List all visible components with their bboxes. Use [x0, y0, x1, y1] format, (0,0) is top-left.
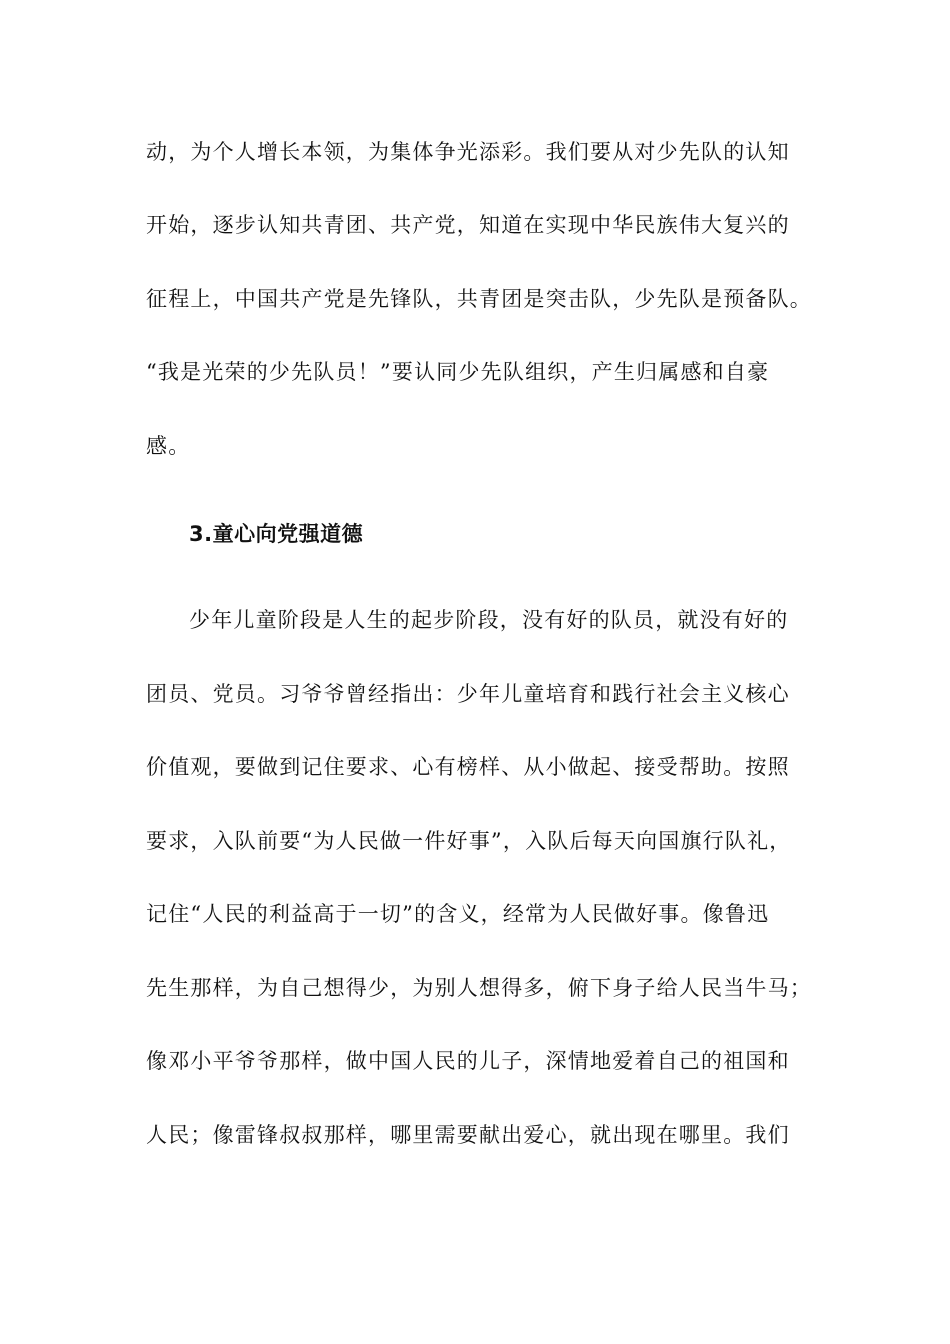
paragraph-line: 感。	[146, 434, 191, 458]
paragraph-line: “我是光荣的少先队员！”要认同少先队组织，产生归属感和自豪	[146, 360, 770, 384]
section-heading: 3.童心向党强道德	[189, 522, 364, 546]
paragraph-line: 人民；像雷锋叔叔那样，哪里需要献出爱心，就出现在哪里。我们	[146, 1123, 790, 1147]
paragraph-line: 动，为个人增长本领，为集体争光添彩。我们要从对少先队的认知	[146, 140, 790, 164]
paragraph-line: 团员、党员。习爷爷曾经指出：少年儿童培育和践行社会主义核心	[146, 682, 790, 706]
paragraph-line: 先生那样，为自己想得少，为别人想得多，俯下身子给人民当牛马；	[146, 976, 812, 1000]
paragraph-line: 少年儿童阶段是人生的起步阶段，没有好的队员，就没有好的	[189, 608, 789, 632]
paragraph-line: 要求，入队前要“为人民做一件好事”，入队后每天向国旗行队礼，	[146, 829, 792, 853]
paragraph-line: 像邓小平爷爷那样，做中国人民的儿子，深情地爱着自己的祖国和	[146, 1049, 790, 1073]
paragraph-line: 征程上，中国共产党是先锋队，共青团是突击队，少先队是预备队。	[146, 287, 812, 311]
paragraph-line: 价值观，要做到记住要求、心有榜样、从小做起、接受帮助。按照	[146, 755, 790, 779]
paragraph-line: 记住“人民的利益高于一切”的含义，经常为人民做好事。像鲁迅	[146, 902, 770, 926]
paragraph-line: 开始，逐步认知共青团、共产党，知道在实现中华民族伟大复兴的	[146, 213, 790, 237]
